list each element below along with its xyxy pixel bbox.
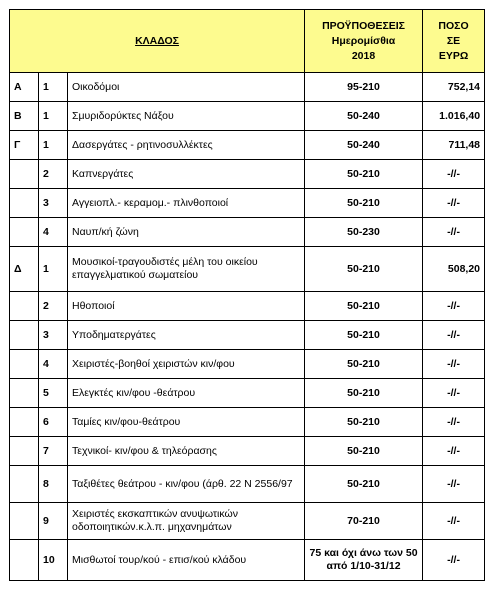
- row-letter-cell: [10, 437, 39, 466]
- table-row: [10, 408, 485, 437]
- row-conditions-cell: 50-210: [305, 292, 423, 321]
- row-branch-cell: Ταξιθέτες θεάτρου - κιν/φου (άρθ. 22 Ν 2556/97: [68, 466, 305, 503]
- row-letter-cell: [10, 218, 39, 247]
- row-branch-cell: Μουσικοί-τραγουδιστές μέλη του οικείου επαγγελματικού σωματείου: [68, 247, 305, 292]
- row-conditions-cell: 50-210: [305, 189, 423, 218]
- row-number-cell: 8: [39, 466, 68, 503]
- row-amount-cell: -//-: [423, 379, 485, 408]
- table-row: [10, 437, 485, 466]
- row-amount-cell: -//-: [423, 189, 485, 218]
- table-row: [10, 73, 485, 102]
- row-amount-cell: 1.016,40: [423, 102, 485, 131]
- header-branch: ΚΛΑΔΟΣ: [10, 10, 305, 73]
- row-letter-cell: [10, 321, 39, 350]
- header-amount-line3: ΕΥΡΩ: [438, 49, 469, 62]
- row-letter-cell: [10, 160, 39, 189]
- table-row: [10, 218, 485, 247]
- header-conditions: [305, 10, 423, 73]
- row-branch-cell: Ηθοποιοί: [68, 292, 305, 321]
- header-amount: [423, 10, 485, 73]
- row-branch-cell: Ταμίες κιν/φου-θεάτρου: [68, 408, 305, 437]
- row-branch-cell: Καπνεργάτες: [68, 160, 305, 189]
- row-letter-cell: Α: [10, 73, 39, 102]
- row-amount-cell: -//-: [423, 218, 485, 247]
- table-row: [10, 247, 485, 292]
- row-amount-cell: -//-: [423, 503, 485, 540]
- row-letter-cell: Δ: [10, 247, 39, 292]
- row-conditions-cell: 50-230: [305, 218, 423, 247]
- row-number-cell: 1: [39, 131, 68, 160]
- row-amount-cell: 508,20: [423, 247, 485, 292]
- row-amount-cell: 752,14: [423, 73, 485, 102]
- table-row: [10, 321, 485, 350]
- row-letter-cell: [10, 379, 39, 408]
- table-row: [10, 350, 485, 379]
- row-number-cell: 5: [39, 379, 68, 408]
- header-conditions-line3: 2018: [351, 49, 376, 62]
- header-conditions-line1: ΠΡΟΫΠΟΘΕΣΕΙΣ: [322, 19, 405, 32]
- header-conditions-line2: Ημερομίσθια: [331, 34, 396, 47]
- row-conditions-cell: 50-240: [305, 102, 423, 131]
- row-amount-cell: -//-: [423, 292, 485, 321]
- row-letter-cell: [10, 466, 39, 503]
- row-number-cell: 3: [39, 189, 68, 218]
- row-letter-cell: [10, 350, 39, 379]
- row-amount-cell: -//-: [423, 540, 485, 581]
- row-letter-cell: Β: [10, 102, 39, 131]
- fee-table-container: [9, 9, 485, 581]
- row-amount-cell: -//-: [423, 408, 485, 437]
- row-amount-cell: -//-: [423, 437, 485, 466]
- table-row: [10, 292, 485, 321]
- table-row: [10, 540, 485, 581]
- row-number-cell: 6: [39, 408, 68, 437]
- table-row: [10, 466, 485, 503]
- row-branch-cell: Υποδηματεργάτες: [68, 321, 305, 350]
- row-conditions-cell: 50-210: [305, 160, 423, 189]
- benefit-table: [9, 9, 485, 581]
- row-conditions-cell: 50-210: [305, 466, 423, 503]
- row-conditions-cell: 95-210: [305, 73, 423, 102]
- table-row: [10, 189, 485, 218]
- row-branch-cell: Ελεγκτές κιν/φου -θεάτρου: [68, 379, 305, 408]
- row-number-cell: 7: [39, 437, 68, 466]
- row-conditions-cell: 50-240: [305, 131, 423, 160]
- row-branch-cell: Οικοδόμοι: [68, 73, 305, 102]
- table-row: [10, 131, 485, 160]
- row-branch-cell: Μισθωτοί τουρ/κού - επισ/κού κλάδου: [68, 540, 305, 581]
- header-amount-line1: ΠΟΣΟ: [438, 19, 469, 32]
- row-amount-cell: -//-: [423, 160, 485, 189]
- row-conditions-cell: 50-210: [305, 379, 423, 408]
- row-letter-cell: [10, 408, 39, 437]
- row-conditions-cell: 50-210: [305, 408, 423, 437]
- row-branch-cell: Αγγειοπλ.- κεραμομ.- πλινθοποιοί: [68, 189, 305, 218]
- row-number-cell: 4: [39, 350, 68, 379]
- row-branch-cell: Ναυπ/κή ζώνη: [68, 218, 305, 247]
- table-row: [10, 102, 485, 131]
- table-row: [10, 379, 485, 408]
- row-branch-cell: Χειριστές εκσκαπτικών ανυψωτικών οδοποιητικών.κ.λ.π. μηχανημάτων: [68, 503, 305, 540]
- row-branch-cell: Τεχνικοί- κιν/φου & τηλεόρασης: [68, 437, 305, 466]
- row-number-cell: 2: [39, 292, 68, 321]
- row-conditions-cell: 50-210: [305, 437, 423, 466]
- row-conditions-cell: 50-210: [305, 321, 423, 350]
- row-number-cell: 1: [39, 102, 68, 131]
- row-number-cell: 3: [39, 321, 68, 350]
- row-branch-cell: Δασεργάτες - ρητινοσυλλέκτες: [68, 131, 305, 160]
- row-letter-cell: [10, 540, 39, 581]
- row-branch-cell: Χειριστές-βοηθοί χειριστών κιν/φου: [68, 350, 305, 379]
- row-amount-cell: -//-: [423, 466, 485, 503]
- row-number-cell: 9: [39, 503, 68, 540]
- row-letter-cell: [10, 292, 39, 321]
- row-amount-cell: -//-: [423, 321, 485, 350]
- row-conditions-cell: 70-210: [305, 503, 423, 540]
- header-amount-line2: ΣΕ: [446, 34, 461, 47]
- row-amount-cell: -//-: [423, 350, 485, 379]
- row-number-cell: 10: [39, 540, 68, 581]
- table-row: [10, 503, 485, 540]
- row-letter-cell: [10, 189, 39, 218]
- row-letter-cell: Γ: [10, 131, 39, 160]
- row-amount-cell: 711,48: [423, 131, 485, 160]
- row-number-cell: 1: [39, 247, 68, 292]
- row-conditions-cell: 50-210: [305, 247, 423, 292]
- row-branch-cell: Σμυριδορύκτες Νάξου: [68, 102, 305, 131]
- table-header-row: [10, 10, 485, 73]
- row-number-cell: 1: [39, 73, 68, 102]
- row-conditions-cell: 75 και όχι άνω των 50 από 1/10-31/12: [305, 540, 423, 581]
- row-number-cell: 4: [39, 218, 68, 247]
- row-letter-cell: [10, 503, 39, 540]
- row-number-cell: 2: [39, 160, 68, 189]
- table-row: [10, 160, 485, 189]
- row-conditions-cell: 50-210: [305, 350, 423, 379]
